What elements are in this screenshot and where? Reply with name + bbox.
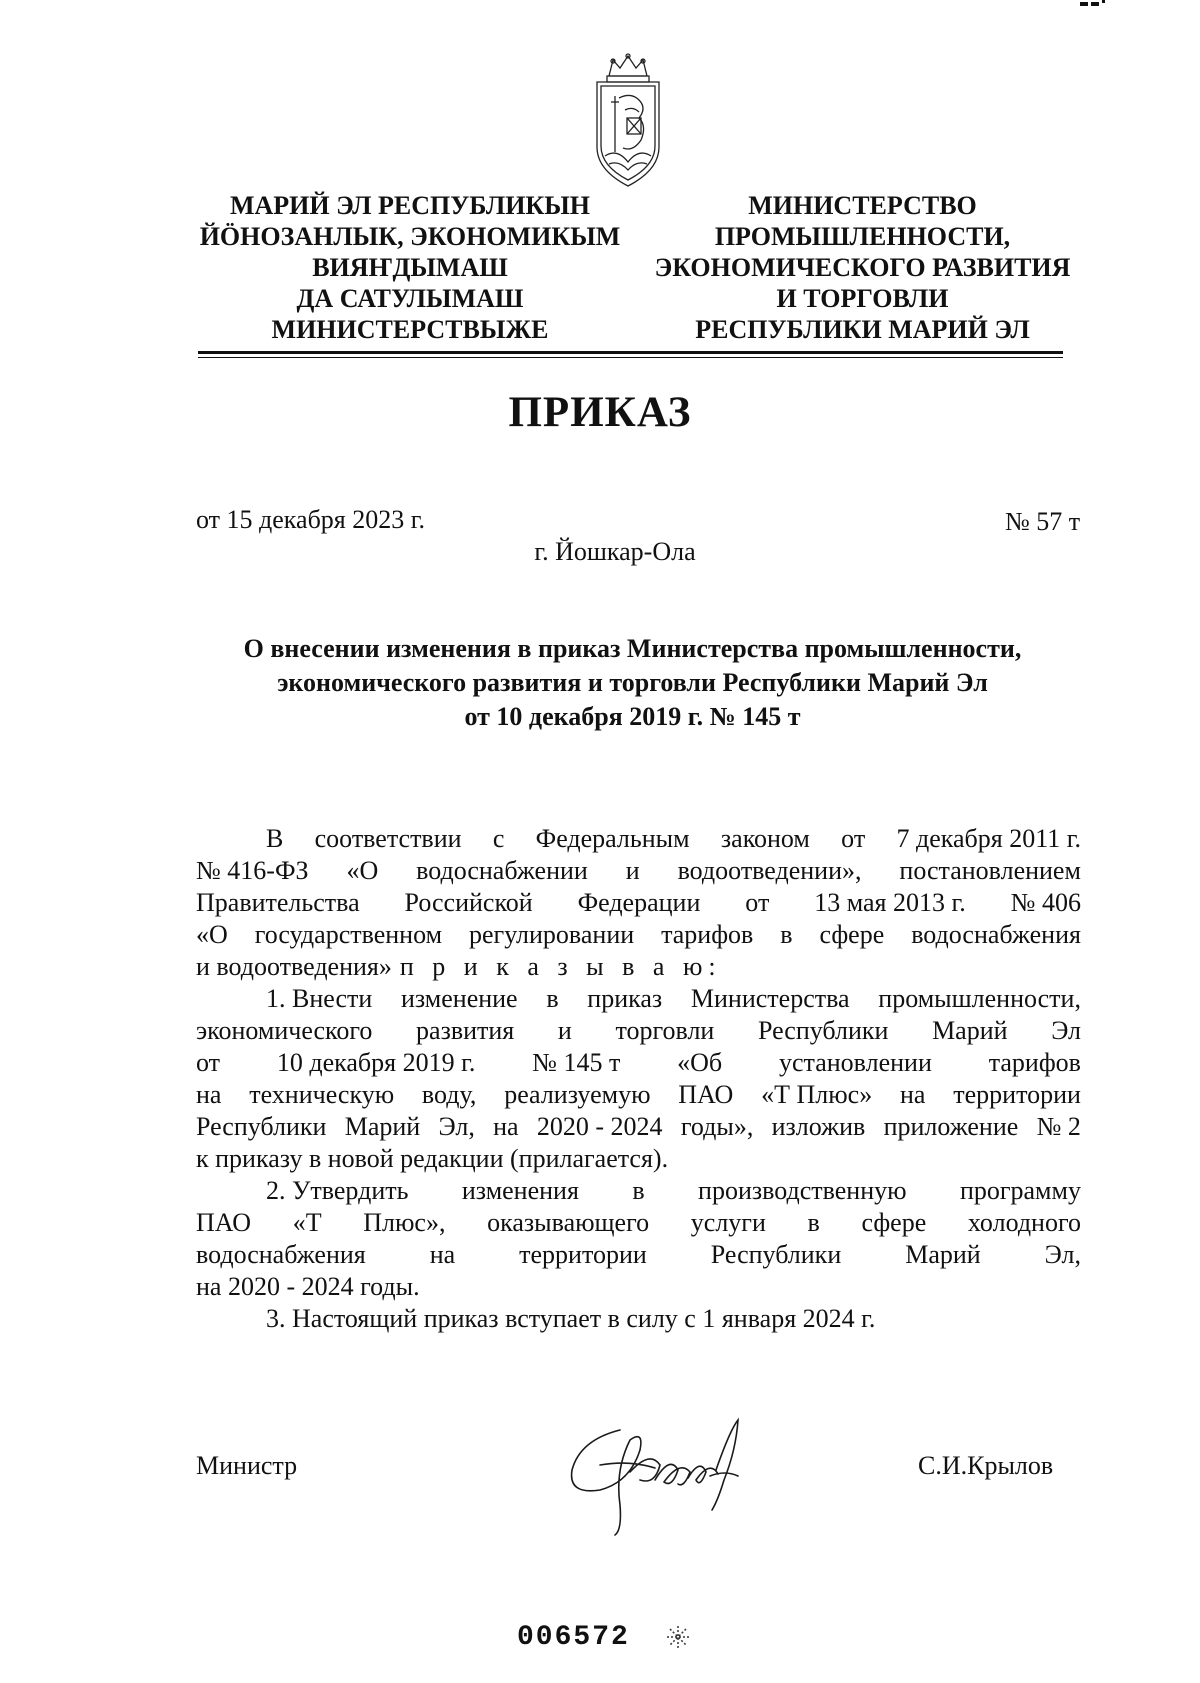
body-word: экономического xyxy=(196,1016,373,1045)
header-left-marian xyxy=(190,190,630,345)
body-word: в xyxy=(780,920,793,949)
body-word: Плюс», xyxy=(363,1208,446,1237)
body-word: в xyxy=(807,1208,820,1237)
body-word: «О xyxy=(196,920,228,949)
body-word: 13 мая 2013 г. xyxy=(814,888,966,917)
body-word: Марий xyxy=(932,1016,1008,1045)
header-left-line: МИНИСТЕРСТВЫЖЕ xyxy=(271,315,549,344)
body-word: на xyxy=(429,1240,456,1269)
header-divider-thick xyxy=(198,351,1063,354)
body-word: в xyxy=(632,1176,645,1205)
coat-of-arms-icon xyxy=(587,52,669,192)
subject-line: О внесении изменения в приказ Министерства промышленности, xyxy=(243,634,1022,663)
body-word: 2. Утвердить xyxy=(266,1176,409,1205)
body-word: от xyxy=(841,824,866,853)
body-word: водоснабжения xyxy=(911,920,1081,949)
body-word: Российской xyxy=(404,888,533,917)
body-word: Марий xyxy=(344,1112,421,1141)
body-word: регулировании xyxy=(468,920,635,949)
document-subject xyxy=(190,632,1075,734)
body-word: Республики xyxy=(196,1112,327,1141)
body-line xyxy=(196,855,1081,887)
body-word: с xyxy=(492,824,505,853)
header-divider-thin xyxy=(198,357,1063,358)
body-word: тарифов xyxy=(988,1048,1081,1077)
subject-line: экономического развития и торговли Республики Марий Эл xyxy=(277,668,988,697)
body-line xyxy=(196,1047,1081,1079)
header-left-line: МАРИЙ ЭЛ РЕСПУБЛИКЫН xyxy=(229,191,591,220)
header-right-line: ЭКОНОМИЧЕСКОГО РАЗВИТИЯ xyxy=(654,253,1071,282)
body-word: сфере xyxy=(819,920,885,949)
body-word: Марий xyxy=(905,1240,981,1269)
body-word: Федерации xyxy=(577,888,701,917)
body-line xyxy=(196,823,1081,855)
header-right-line: РЕСПУБЛИКИ МАРИЙ ЭЛ xyxy=(695,315,1030,344)
body-word: водоснабжения xyxy=(196,1240,366,1269)
star-mark-icon xyxy=(665,1624,691,1650)
body-word: «О xyxy=(346,856,379,885)
body-word: территории xyxy=(519,1240,647,1269)
body-word: оказывающего xyxy=(487,1208,650,1237)
document-number: № 57 т xyxy=(1005,507,1081,536)
body-word: «Т xyxy=(292,1208,322,1237)
header-right-line: ПРОМЫШЛЕННОСТИ, xyxy=(714,222,1011,251)
signatory-position: Министр xyxy=(196,1451,298,1480)
body-word: Федеральным xyxy=(535,824,690,853)
body-word: ПАО xyxy=(678,1080,734,1109)
body-word: от xyxy=(745,888,770,917)
body-word: государственном xyxy=(254,920,443,949)
body-word: Правительства xyxy=(196,888,360,917)
body-word: производственную xyxy=(698,1176,907,1205)
body-line xyxy=(196,1079,1081,1111)
body-word: приказ xyxy=(587,984,663,1013)
body-word: № 416-ФЗ xyxy=(196,856,309,885)
body-word: в xyxy=(546,984,559,1013)
body-word: техническую xyxy=(249,1080,395,1109)
body-word: постановлением xyxy=(899,856,1081,885)
body-word: Республики xyxy=(757,1016,889,1045)
body-word: № 2 xyxy=(1036,1112,1081,1141)
body-line xyxy=(196,887,1081,919)
header-left-line: ВИЯҤДЫМАШ xyxy=(312,253,508,282)
document-title: ПРИКАЗ xyxy=(508,389,692,436)
body-word: и xyxy=(557,1016,572,1045)
body-word: и xyxy=(625,856,640,885)
body-word: к приказу в новой редакции (прилагается). xyxy=(196,1144,669,1173)
header-right-line: МИНИСТЕРСТВО xyxy=(748,191,977,220)
body-word: Министерства xyxy=(690,984,850,1013)
body-word: на xyxy=(196,1080,222,1109)
body-word: Эл, xyxy=(438,1112,475,1141)
body-word: 2020 - 2024 xyxy=(536,1112,663,1141)
body-line xyxy=(196,919,1081,951)
body-word: соответствии xyxy=(314,824,462,853)
body-word: 3. Настоящий приказ вступает в силу с 1 января 2024 г. xyxy=(266,1304,876,1333)
body-word: водоотведении», xyxy=(677,856,862,885)
header-right-russian xyxy=(645,190,1080,345)
body-word: торговли xyxy=(615,1016,715,1045)
body-word: законом xyxy=(720,824,810,853)
body-line xyxy=(196,1271,1081,1303)
body-line xyxy=(196,1175,1081,1207)
body-word: п р и к а з ы в а ю: xyxy=(399,952,722,981)
body-word: реализуемую xyxy=(504,1080,651,1109)
subject-line: от 10 декабря 2019 г. № 145 т xyxy=(464,702,801,731)
body-word: услуги xyxy=(690,1208,766,1237)
body-word: воду, xyxy=(421,1080,477,1109)
body-line xyxy=(196,951,1081,983)
body-word: изменение xyxy=(400,984,518,1013)
document-city: г. Йошкар-Ола xyxy=(534,537,696,566)
document-body xyxy=(196,823,1081,1335)
body-word: на xyxy=(900,1080,926,1109)
body-line xyxy=(196,1303,1081,1335)
body-word: ПАО xyxy=(196,1208,252,1237)
body-word: на 2020 - 2024 годы. xyxy=(196,1272,420,1301)
body-word: «Т Плюс» xyxy=(761,1080,873,1109)
body-word: В xyxy=(266,824,284,853)
body-word: развития xyxy=(416,1016,515,1045)
document-date: от 15 декабря 2023 г. xyxy=(196,505,425,534)
body-word: № 406 xyxy=(1010,888,1081,917)
body-word: программу xyxy=(959,1176,1081,1205)
body-word: изложив xyxy=(771,1112,866,1141)
body-word: Эл, xyxy=(1044,1240,1081,1269)
body-word: 7 декабря 2011 г. xyxy=(896,824,1081,853)
body-word: «Об xyxy=(677,1048,723,1077)
body-word: Республики xyxy=(710,1240,842,1269)
body-word: на xyxy=(493,1112,519,1141)
body-word: установлении xyxy=(779,1048,932,1077)
body-line xyxy=(196,1143,1081,1175)
body-line xyxy=(196,1239,1081,1271)
header-left-line: ЙÖНОЗАНЛЫК, ЭКОНОМИКЫМ xyxy=(199,222,621,251)
body-word: годы», xyxy=(680,1112,754,1141)
body-word: тарифов xyxy=(661,920,754,949)
body-word: приложение xyxy=(883,1112,1019,1141)
body-word: 10 декабря 2019 г. xyxy=(276,1048,476,1077)
body-word: холодного xyxy=(967,1208,1081,1237)
body-word: водоснабжении xyxy=(416,856,588,885)
signatory-name: С.И.Крылов xyxy=(918,1451,1054,1480)
handwritten-signature xyxy=(560,1410,770,1540)
body-word: сфере xyxy=(861,1208,927,1237)
body-word: от xyxy=(196,1048,221,1077)
corner-mark xyxy=(1080,0,1110,8)
body-line xyxy=(196,1111,1081,1143)
body-word: и водоотведения» xyxy=(196,952,392,981)
body-word: № 145 т xyxy=(532,1048,621,1077)
body-word: территории xyxy=(953,1080,1081,1109)
body-word: промышленности, xyxy=(878,984,1081,1013)
header-right-line: И ТОРГОВЛИ xyxy=(776,284,949,313)
serial-number: 006572 xyxy=(517,1622,630,1653)
header-left-line: ДА САТУЛЫМАШ xyxy=(296,284,524,313)
body-word: 1. Внести xyxy=(266,984,373,1013)
body-word: Эл xyxy=(1051,1016,1081,1045)
body-line xyxy=(196,983,1081,1015)
body-line xyxy=(196,1207,1081,1239)
body-line xyxy=(196,1015,1081,1047)
body-word: изменения xyxy=(461,1176,579,1205)
